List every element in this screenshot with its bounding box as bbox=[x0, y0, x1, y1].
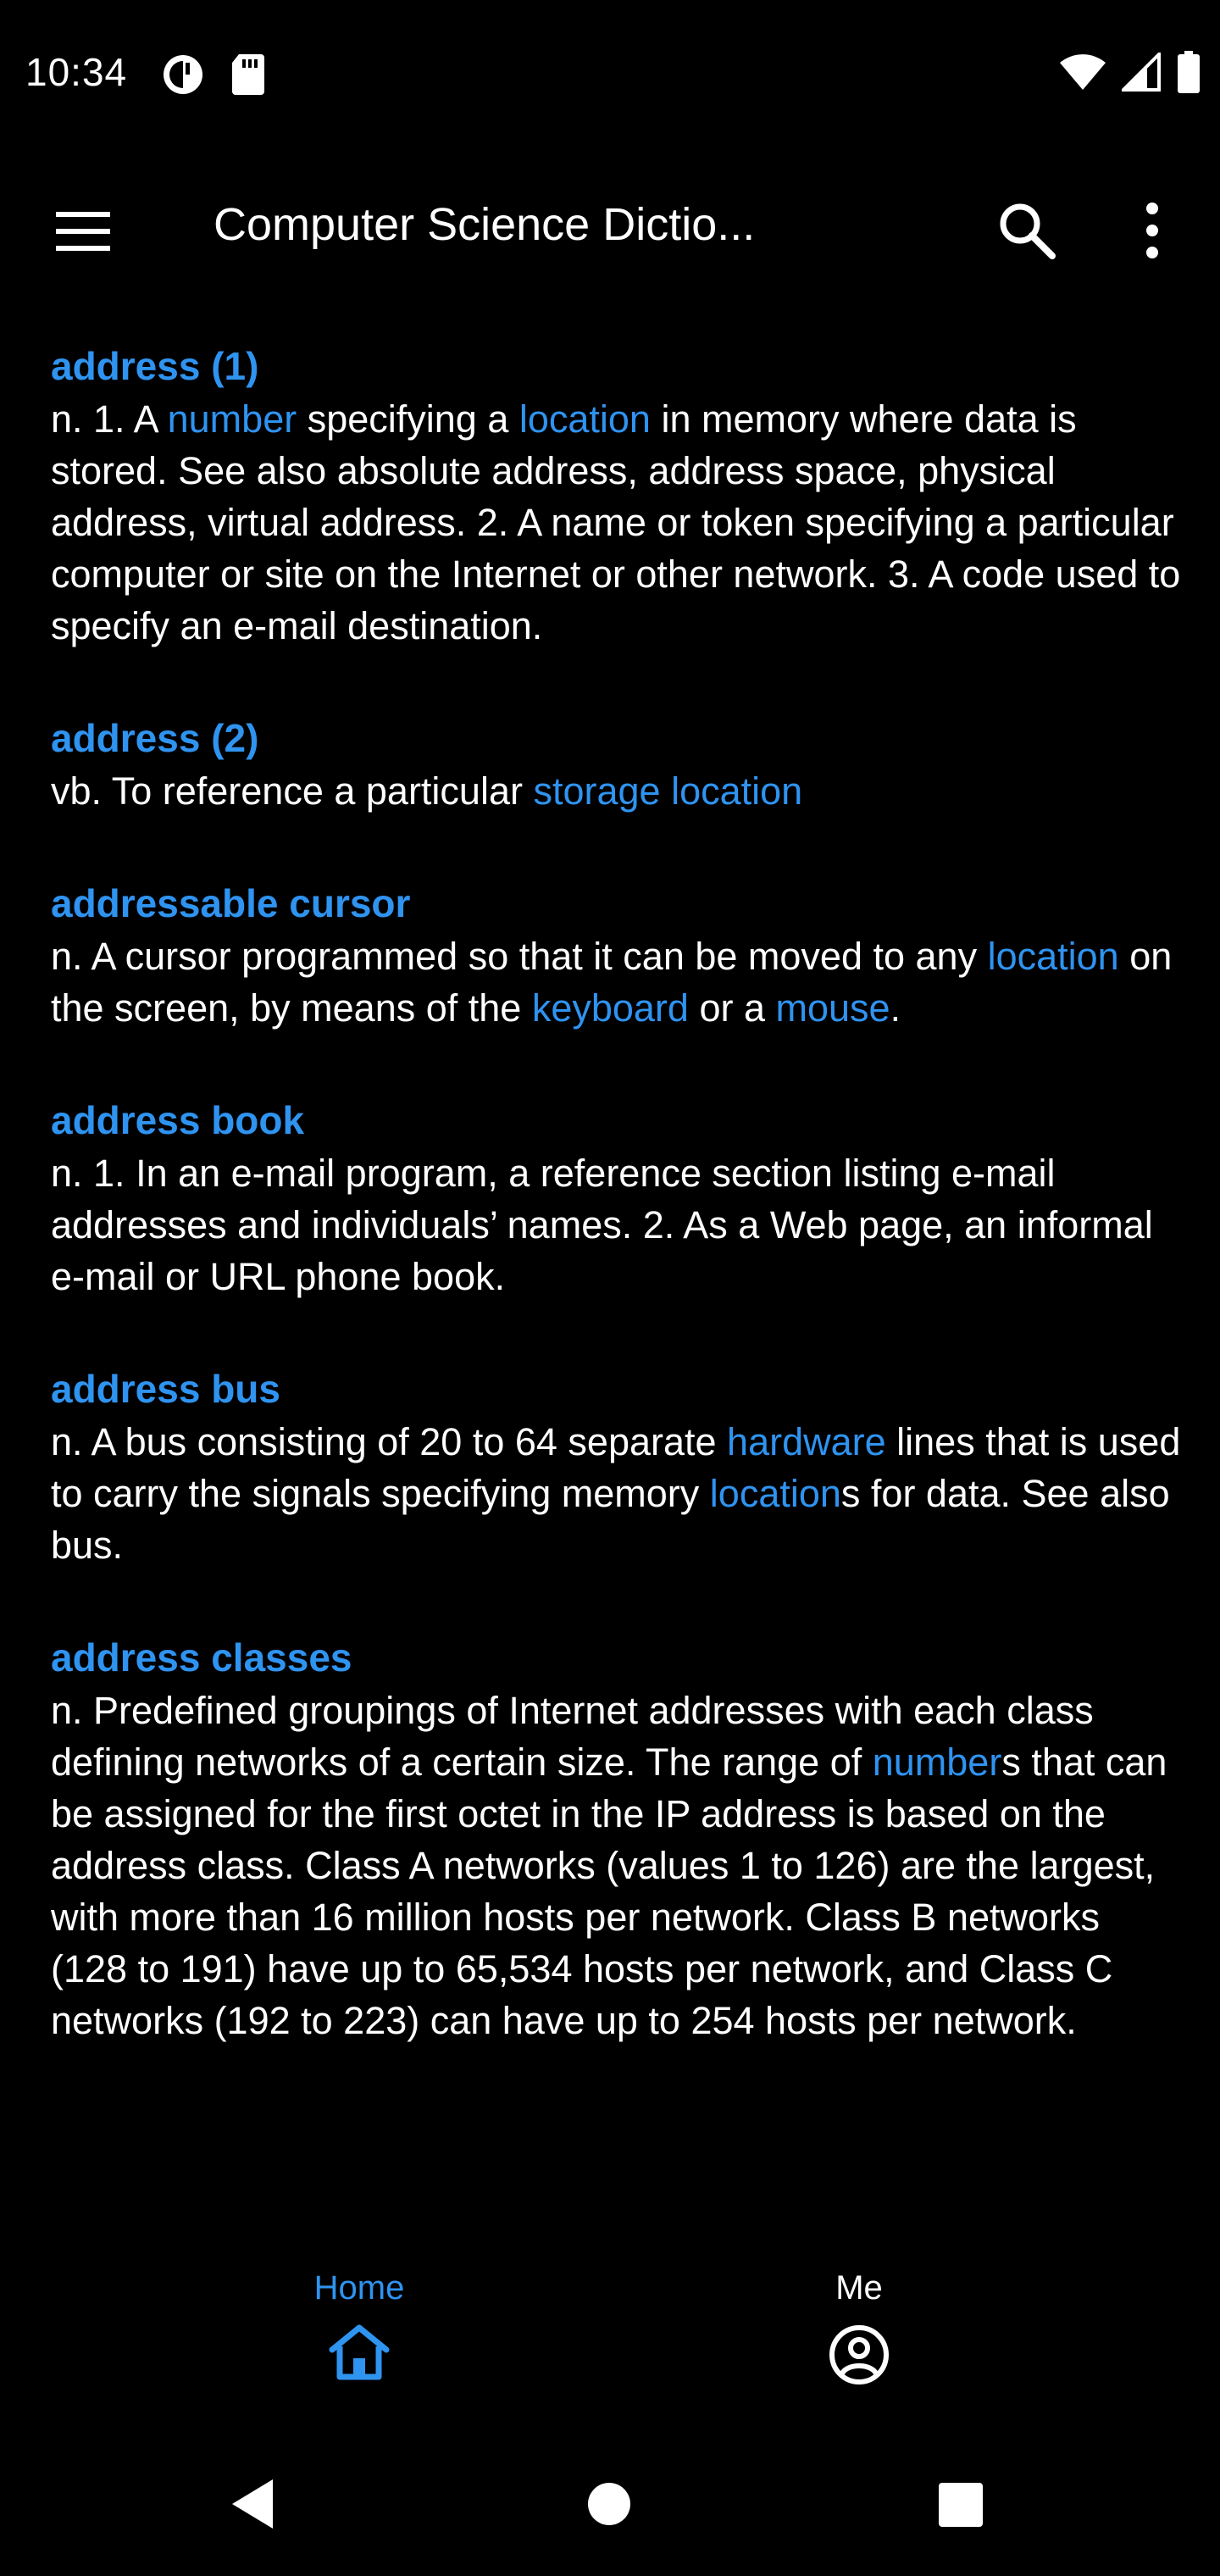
battery-icon bbox=[1176, 51, 1201, 93]
status-right-icons bbox=[1059, 51, 1201, 93]
definition-link[interactable]: hardware bbox=[727, 1420, 886, 1463]
entry-definition bbox=[51, 1685, 1186, 2046]
signal-icon bbox=[1122, 53, 1161, 92]
definition-text: in memory where data is stored. See also absolute address, address space, physical address, virtual address. 2. A name or token specifying a particular computer or site on the Internet or other network. 3. A code used to specify an e-mail destination. bbox=[51, 397, 1181, 647]
status-bar bbox=[0, 0, 1220, 146]
nav-home-label: Home bbox=[313, 2269, 405, 2307]
definition-text: specifying a bbox=[297, 397, 519, 441]
back-icon[interactable] bbox=[227, 2476, 278, 2532]
definition-text: n. Predefined groupings of Internet addresses with each class defining networks of a certain size. The range of bbox=[51, 1689, 1094, 1784]
app-bar bbox=[0, 146, 1220, 312]
system-navigation-bar bbox=[0, 2449, 1220, 2576]
definition-text: n. A cursor programmed so that it can be moved to any bbox=[51, 935, 988, 978]
data-saver-icon bbox=[161, 53, 205, 97]
dictionary-entry bbox=[51, 1630, 1186, 2046]
wifi-icon bbox=[1059, 53, 1106, 92]
entry-term[interactable]: address classes bbox=[51, 1635, 352, 1679]
definition-link[interactable]: location bbox=[709, 1472, 841, 1515]
nav-me-tab[interactable] bbox=[757, 2269, 961, 2385]
recents-icon[interactable] bbox=[937, 2481, 984, 2529]
definition-text: . bbox=[890, 986, 901, 1030]
status-time: 10:34 bbox=[25, 50, 128, 94]
entry-definition bbox=[51, 930, 1186, 1034]
dictionary-entry bbox=[51, 339, 1186, 652]
entry-definition bbox=[51, 765, 1186, 817]
entry-definition bbox=[51, 1416, 1186, 1571]
home-circle-icon[interactable] bbox=[586, 2481, 632, 2527]
search-icon[interactable] bbox=[993, 197, 1061, 264]
definition-link[interactable]: number bbox=[872, 1740, 1002, 1784]
definition-text: n. 1. A bbox=[51, 397, 168, 441]
definition-link[interactable]: mouse bbox=[775, 986, 890, 1030]
definition-text: s for data. See also bus. bbox=[51, 1472, 1170, 1567]
dictionary-entry-list[interactable] bbox=[51, 339, 1186, 2254]
more-vert-icon[interactable] bbox=[1127, 197, 1178, 264]
definition-link[interactable]: keyboard bbox=[531, 986, 689, 1030]
entry-term[interactable]: addressable cursor bbox=[51, 881, 411, 925]
sd-card-icon bbox=[230, 53, 266, 95]
dictionary-entry bbox=[51, 1093, 1186, 1302]
home-icon bbox=[327, 2324, 391, 2380]
definition-text: s that can be assigned for the first octet in the IP address is based on the address class. Class A networks (values 1 to 126) are the largest, with more than 16 million hosts per network. Class B networks (128 to 191) have up to 65,534 hosts per network, and Class C networks (192 to 223) can have up to 254 hosts per network. bbox=[51, 1740, 1167, 2042]
definition-text: n. 1. In an e-mail program, a reference section listing e-mail addresses and individuals’ names. 2. As a Web page, an informal e-mail or URL phone book. bbox=[51, 1152, 1153, 1298]
entry-term[interactable]: address book bbox=[51, 1098, 305, 1142]
dictionary-entry bbox=[51, 711, 1186, 817]
bottom-navigation bbox=[0, 2254, 1220, 2415]
definition-link[interactable]: number bbox=[167, 397, 297, 441]
account-circle-icon bbox=[829, 2324, 890, 2385]
entry-term[interactable]: address bus bbox=[51, 1367, 280, 1411]
nav-me-label: Me bbox=[835, 2269, 883, 2307]
definition-text: n. A bus consisting of 20 to 64 separate bbox=[51, 1420, 728, 1463]
definition-text: or a bbox=[688, 986, 776, 1030]
dictionary-entry bbox=[51, 876, 1186, 1034]
entry-term[interactable]: address (2) bbox=[51, 716, 259, 760]
definition-link[interactable]: location bbox=[987, 935, 1119, 978]
definition-text: vb. To reference a particular bbox=[51, 769, 534, 813]
app-title: Computer Science Dictio... bbox=[214, 199, 756, 250]
entry-term[interactable]: address (1) bbox=[51, 344, 259, 388]
definition-text: lines that is used to carry the signals specifying memory bbox=[51, 1420, 1181, 1515]
nav-home-tab[interactable] bbox=[258, 2269, 461, 2380]
definition-link[interactable]: storage location bbox=[533, 769, 803, 813]
entry-definition bbox=[51, 1147, 1186, 1302]
dictionary-entry bbox=[51, 1362, 1186, 1571]
entry-definition bbox=[51, 393, 1186, 652]
definition-link[interactable]: location bbox=[518, 397, 651, 441]
menu-icon[interactable] bbox=[44, 202, 122, 261]
definition-text: on the screen, by means of the bbox=[51, 935, 1173, 1030]
